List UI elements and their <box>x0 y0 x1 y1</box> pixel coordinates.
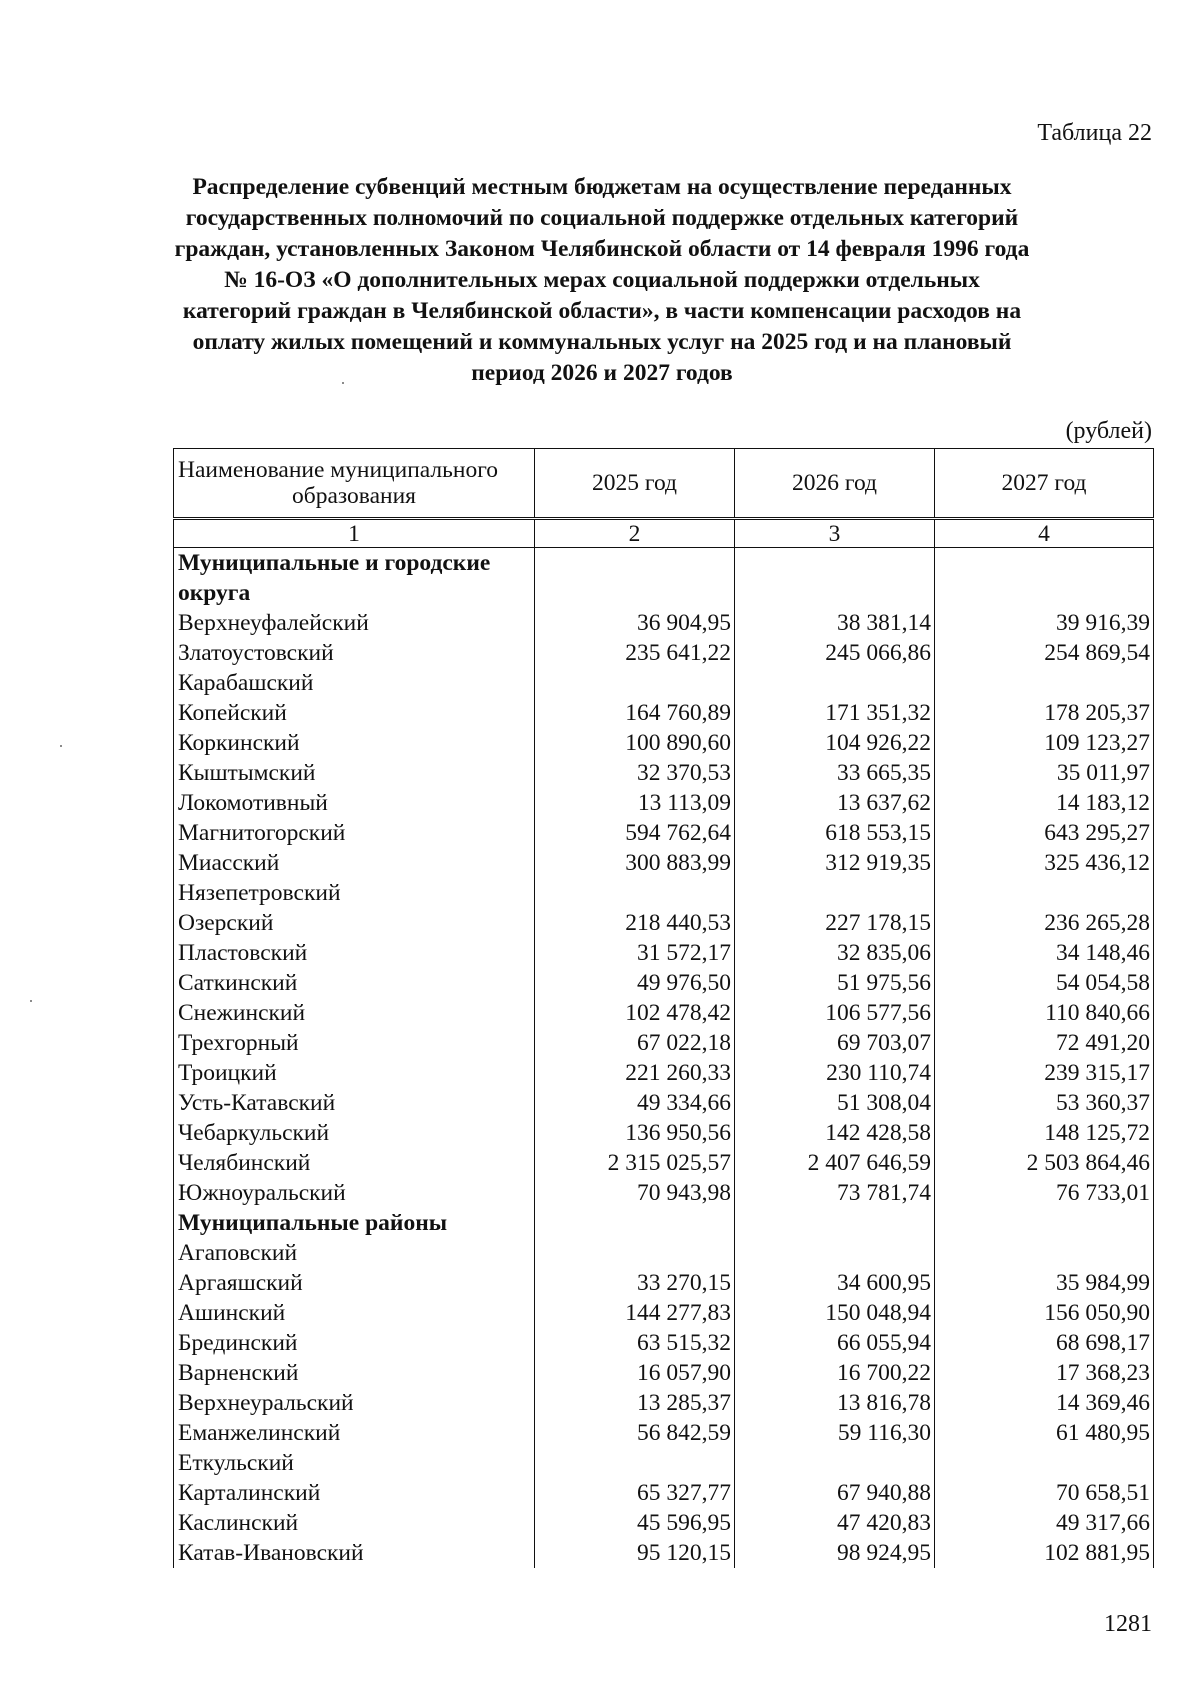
title-line: государственных полномочий по социальной поддержке отдельных категорий <box>185 205 1019 231</box>
title-line: период 2026 и 2027 годов <box>471 360 733 386</box>
table-row <box>174 668 1154 698</box>
municipality-name: Челябинский <box>174 1148 535 1178</box>
table-row <box>174 608 1154 638</box>
value-2027: 110 840,66 <box>935 998 1154 1028</box>
value-2026: 245 066,86 <box>735 638 935 668</box>
value-2027: 39 916,39 <box>935 608 1154 638</box>
value-2026: 312 919,35 <box>735 848 935 878</box>
scan-speck <box>30 1000 32 1002</box>
value-2026: 51 975,56 <box>735 968 935 998</box>
value-2027 <box>935 1448 1154 1478</box>
empty-cell <box>535 1208 735 1238</box>
value-2027: 34 148,46 <box>935 938 1154 968</box>
value-2026: 104 926,22 <box>735 728 935 758</box>
value-2026: 98 924,95 <box>735 1538 935 1568</box>
value-2025: 33 270,15 <box>535 1268 735 1298</box>
municipality-name: Коркинский <box>174 728 535 758</box>
value-2025: 63 515,32 <box>535 1328 735 1358</box>
municipality-name: Южноуральский <box>174 1178 535 1208</box>
table-row <box>174 1058 1154 1088</box>
value-2027: 14 183,12 <box>935 788 1154 818</box>
municipality-name: Карабашский <box>174 668 535 698</box>
value-2026: 106 577,56 <box>735 998 935 1028</box>
value-2026: 59 116,30 <box>735 1418 935 1448</box>
municipality-name: Локомотивный <box>174 788 535 818</box>
scan-speck <box>60 745 62 747</box>
value-2026: 66 055,94 <box>735 1328 935 1358</box>
value-2027: 17 368,23 <box>935 1358 1154 1388</box>
value-2025: 31 572,17 <box>535 938 735 968</box>
municipality-name: Усть-Катавский <box>174 1088 535 1118</box>
section-title-line1: Муниципальные и городские <box>178 550 491 576</box>
municipality-name: Варненский <box>174 1358 535 1388</box>
title-line: категорий граждан в Челябинской области», в части компенсации расходов на <box>182 298 1022 324</box>
table-row <box>174 1478 1154 1508</box>
scan-speck <box>342 382 344 384</box>
value-2026: 33 665,35 <box>735 758 935 788</box>
empty-cell <box>935 548 1154 609</box>
column-number-row <box>174 519 1154 548</box>
value-2027: 254 869,54 <box>935 638 1154 668</box>
value-2027: 148 125,72 <box>935 1118 1154 1148</box>
value-2025: 36 904,95 <box>535 608 735 638</box>
municipality-name: Еткульский <box>174 1448 535 1478</box>
value-2027: 109 123,27 <box>935 728 1154 758</box>
section-row <box>174 1208 1154 1238</box>
value-2026: 16 700,22 <box>735 1358 935 1388</box>
table-row <box>174 1538 1154 1568</box>
value-2027: 72 491,20 <box>935 1028 1154 1058</box>
value-2026: 171 351,32 <box>735 698 935 728</box>
empty-cell <box>935 1208 1154 1238</box>
value-2026: 69 703,07 <box>735 1028 935 1058</box>
subventions-table <box>173 448 1154 1568</box>
value-2026 <box>735 1238 935 1268</box>
value-2025 <box>535 878 735 908</box>
page-number: 1281 <box>1104 1611 1152 1637</box>
value-2025 <box>535 1448 735 1478</box>
table-body <box>174 548 1154 1569</box>
value-2025: 136 950,56 <box>535 1118 735 1148</box>
value-2025: 164 760,89 <box>535 698 735 728</box>
value-2026: 32 835,06 <box>735 938 935 968</box>
value-2026: 227 178,15 <box>735 908 935 938</box>
value-2025: 65 327,77 <box>535 1478 735 1508</box>
municipality-name: Кыштымский <box>174 758 535 788</box>
value-2025 <box>535 1238 735 1268</box>
table-row <box>174 1118 1154 1148</box>
value-2025: 594 762,64 <box>535 818 735 848</box>
municipality-name: Верхнеуральский <box>174 1388 535 1418</box>
value-2025: 235 641,22 <box>535 638 735 668</box>
value-2026: 38 381,14 <box>735 608 935 638</box>
column-number: 3 <box>735 519 935 548</box>
value-2027: 76 733,01 <box>935 1178 1154 1208</box>
value-2025: 221 260,33 <box>535 1058 735 1088</box>
value-2026: 13 637,62 <box>735 788 935 818</box>
empty-cell <box>735 548 935 609</box>
table-row <box>174 878 1154 908</box>
table-row <box>174 1418 1154 1448</box>
municipality-name: Саткинский <box>174 968 535 998</box>
document-title <box>150 172 1054 389</box>
value-2025: 13 113,09 <box>535 788 735 818</box>
table-row <box>174 728 1154 758</box>
value-2026: 618 553,15 <box>735 818 935 848</box>
header-municipality <box>174 449 535 519</box>
municipality-name: Брединский <box>174 1328 535 1358</box>
municipality-name: Агаповский <box>174 1238 535 1268</box>
table-row <box>174 788 1154 818</box>
value-2027: 102 881,95 <box>935 1538 1154 1568</box>
section-title <box>174 548 535 609</box>
table-label: Таблица 22 <box>1037 120 1152 146</box>
municipality-name: Златоустовский <box>174 638 535 668</box>
municipality-name: Еманжелинский <box>174 1418 535 1448</box>
value-2027: 54 054,58 <box>935 968 1154 998</box>
value-2025: 2 315 025,57 <box>535 1148 735 1178</box>
value-2027: 14 369,46 <box>935 1388 1154 1418</box>
value-2027: 68 698,17 <box>935 1328 1154 1358</box>
table-row <box>174 1178 1154 1208</box>
header-2026: 2026 год <box>735 449 935 519</box>
table-row <box>174 1028 1154 1058</box>
header-municipality-line2: образования <box>292 483 416 509</box>
title-line: граждан, установленных Законом Челябинской области от 14 февраля 1996 года <box>174 236 1030 262</box>
municipality-name: Каслинский <box>174 1508 535 1538</box>
table-row <box>174 998 1154 1028</box>
value-2025: 70 943,98 <box>535 1178 735 1208</box>
value-2027 <box>935 668 1154 698</box>
value-2025: 100 890,60 <box>535 728 735 758</box>
value-2025: 218 440,53 <box>535 908 735 938</box>
empty-cell <box>735 1208 935 1238</box>
value-2027: 236 265,28 <box>935 908 1154 938</box>
value-2027: 35 984,99 <box>935 1268 1154 1298</box>
value-2027 <box>935 1238 1154 1268</box>
value-2026: 51 308,04 <box>735 1088 935 1118</box>
title-line: Распределение субвенций местным бюджетам на осуществление переданных <box>192 174 1012 200</box>
table-row <box>174 1388 1154 1418</box>
municipality-name: Верхнеуфалейский <box>174 608 535 638</box>
value-2027: 156 050,90 <box>935 1298 1154 1328</box>
value-2027 <box>935 878 1154 908</box>
municipality-name: Озерский <box>174 908 535 938</box>
header-2027: 2027 год <box>935 449 1154 519</box>
municipality-name: Пластовский <box>174 938 535 968</box>
table-row <box>174 848 1154 878</box>
value-2027: 643 295,27 <box>935 818 1154 848</box>
table-row <box>174 1238 1154 1268</box>
header-2025: 2025 год <box>535 449 735 519</box>
value-2026: 34 600,95 <box>735 1268 935 1298</box>
value-2026: 2 407 646,59 <box>735 1148 935 1178</box>
value-2026: 13 816,78 <box>735 1388 935 1418</box>
section-title-line2: округа <box>178 580 251 606</box>
value-2027: 239 315,17 <box>935 1058 1154 1088</box>
municipality-name: Аргаяшский <box>174 1268 535 1298</box>
value-2027: 178 205,37 <box>935 698 1154 728</box>
header-row <box>174 449 1154 519</box>
value-2025: 300 883,99 <box>535 848 735 878</box>
value-2025: 16 057,90 <box>535 1358 735 1388</box>
table-row <box>174 1148 1154 1178</box>
value-2027: 35 011,97 <box>935 758 1154 788</box>
table-row <box>174 1358 1154 1388</box>
value-2025: 45 596,95 <box>535 1508 735 1538</box>
municipality-name: Миасский <box>174 848 535 878</box>
table-row <box>174 1268 1154 1298</box>
units-label: (рублей) <box>1065 418 1152 444</box>
table-row <box>174 1448 1154 1478</box>
value-2026 <box>735 668 935 698</box>
title-line: № 16-ОЗ «О дополнительных мерах социальной поддержки отдельных <box>224 267 980 293</box>
column-number: 2 <box>535 519 735 548</box>
municipality-name: Катав-Ивановский <box>174 1538 535 1568</box>
value-2026: 142 428,58 <box>735 1118 935 1148</box>
value-2025: 32 370,53 <box>535 758 735 788</box>
value-2027: 49 317,66 <box>935 1508 1154 1538</box>
table-row <box>174 818 1154 848</box>
value-2027: 325 436,12 <box>935 848 1154 878</box>
value-2026: 67 940,88 <box>735 1478 935 1508</box>
value-2026 <box>735 1448 935 1478</box>
table-row <box>174 1508 1154 1538</box>
value-2027: 70 658,51 <box>935 1478 1154 1508</box>
value-2025: 144 277,83 <box>535 1298 735 1328</box>
municipality-name: Магнитогорский <box>174 818 535 848</box>
municipality-name: Копейский <box>174 698 535 728</box>
section-title <box>174 1208 535 1238</box>
value-2026: 47 420,83 <box>735 1508 935 1538</box>
column-number: 4 <box>935 519 1154 548</box>
column-number: 1 <box>174 519 535 548</box>
municipality-name: Снежинский <box>174 998 535 1028</box>
table-row <box>174 1088 1154 1118</box>
table-row <box>174 938 1154 968</box>
value-2025: 102 478,42 <box>535 998 735 1028</box>
value-2026: 230 110,74 <box>735 1058 935 1088</box>
value-2025: 49 976,50 <box>535 968 735 998</box>
section-row <box>174 548 1154 609</box>
value-2026: 150 048,94 <box>735 1298 935 1328</box>
section-title-line1: Муниципальные районы <box>178 1210 448 1236</box>
value-2026: 73 781,74 <box>735 1178 935 1208</box>
municipality-name: Нязепетровский <box>174 878 535 908</box>
table-row <box>174 638 1154 668</box>
table-row <box>174 908 1154 938</box>
empty-cell <box>535 548 735 609</box>
table-row <box>174 968 1154 998</box>
table-row <box>174 758 1154 788</box>
value-2025: 49 334,66 <box>535 1088 735 1118</box>
value-2027: 61 480,95 <box>935 1418 1154 1448</box>
table-row <box>174 698 1154 728</box>
municipality-name: Ашинский <box>174 1298 535 1328</box>
value-2027: 2 503 864,46 <box>935 1148 1154 1178</box>
value-2025: 56 842,59 <box>535 1418 735 1448</box>
header-municipality-line1: Наименование муниципального <box>178 457 498 483</box>
value-2026 <box>735 878 935 908</box>
value-2025: 67 022,18 <box>535 1028 735 1058</box>
value-2025: 13 285,37 <box>535 1388 735 1418</box>
value-2025: 95 120,15 <box>535 1538 735 1568</box>
table-row <box>174 1328 1154 1358</box>
value-2025 <box>535 668 735 698</box>
municipality-name: Чебаркульский <box>174 1118 535 1148</box>
municipality-name: Троицкий <box>174 1058 535 1088</box>
table-row <box>174 1298 1154 1328</box>
title-line: оплату жилых помещений и коммунальных услуг на 2025 год и на плановый <box>192 329 1012 355</box>
value-2027: 53 360,37 <box>935 1088 1154 1118</box>
municipality-name: Карталинский <box>174 1478 535 1508</box>
municipality-name: Трехгорный <box>174 1028 535 1058</box>
